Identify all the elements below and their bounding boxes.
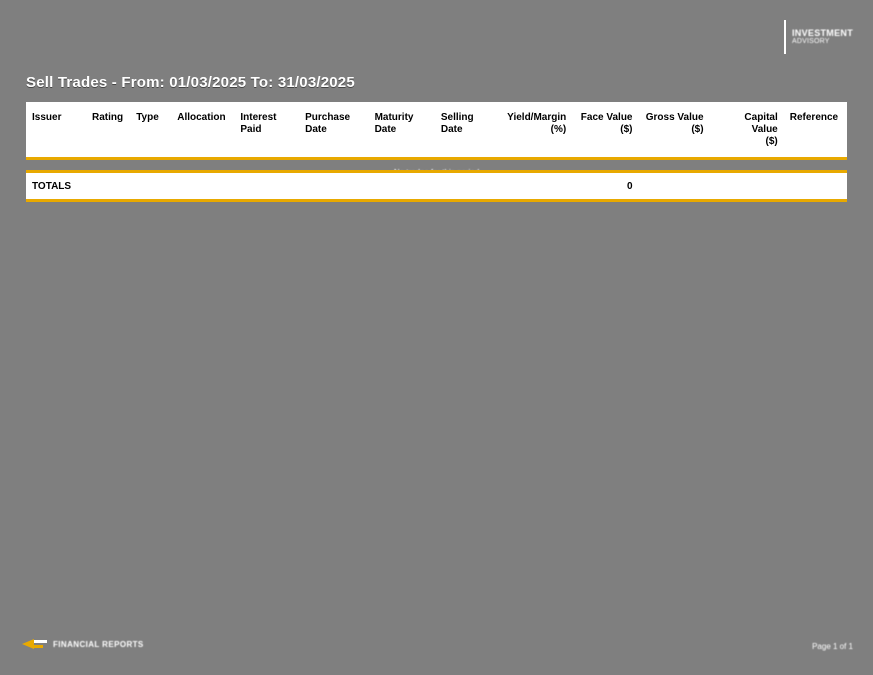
column-header-line2: Date xyxy=(305,123,327,135)
table-header-row xyxy=(26,102,847,159)
column-header-line2: (%) xyxy=(550,123,567,135)
column-header-line1: Face Value xyxy=(580,112,633,123)
column-header-line1: Interest xyxy=(240,112,277,123)
logo-text xyxy=(792,20,853,54)
column-header-line1: Selling xyxy=(440,112,474,123)
column-header-line1: Type xyxy=(136,112,159,123)
column-header xyxy=(171,102,234,159)
column-header xyxy=(234,102,299,159)
column-header xyxy=(784,102,847,159)
column-header-line1: Maturity xyxy=(374,112,414,123)
column-header-line1: Purchase xyxy=(305,112,351,123)
page-title: Sell Trades - From: 01/03/2025 To: 31/03/2025 xyxy=(26,74,355,91)
column-header xyxy=(501,102,572,159)
totals-reference xyxy=(784,173,847,199)
column-header xyxy=(130,102,171,159)
logo-line1: INVESTMENT xyxy=(791,27,853,38)
column-header-line2: Paid xyxy=(240,123,262,135)
column-header-line2: ($) xyxy=(691,123,704,135)
column-header-line1: Reference xyxy=(789,112,839,123)
column-header-line2: Date xyxy=(374,123,397,135)
totals-capital-value xyxy=(710,173,784,199)
totals-table xyxy=(26,173,847,199)
footer-brand xyxy=(22,638,144,651)
column-header-line1: Gross Value xyxy=(645,112,704,123)
column-header xyxy=(86,102,130,159)
brand-logo xyxy=(784,20,853,54)
column-header xyxy=(710,102,784,159)
totals-row xyxy=(26,173,847,199)
arrow-icon xyxy=(22,638,48,651)
column-header-line1: Issuer xyxy=(32,112,62,123)
column-header xyxy=(435,102,501,159)
totals-face-value: 0 xyxy=(626,180,633,192)
table-header xyxy=(26,102,847,159)
column-header-line1: Allocation xyxy=(177,112,226,123)
logo-line2: ADVISORY xyxy=(791,38,830,46)
column-header-line1: Rating xyxy=(91,112,124,123)
totals-band xyxy=(26,170,847,202)
column-header-line2: Date xyxy=(440,123,463,135)
column-header-line1: Yield/Margin xyxy=(507,112,567,123)
logo-rule xyxy=(784,20,786,54)
page-number: Page 1 of 1 xyxy=(812,642,853,651)
column-header xyxy=(369,102,435,159)
column-header-line2: ($) xyxy=(765,135,778,147)
totals-label: TOTALS xyxy=(32,180,72,192)
totals-gross-value xyxy=(639,173,710,199)
column-header xyxy=(572,102,638,159)
column-header-line1: Capital Value xyxy=(744,112,778,135)
column-header xyxy=(299,102,368,159)
column-header xyxy=(26,102,86,159)
footer-brand-name: FINANCIAL REPORTS xyxy=(53,640,144,649)
column-header xyxy=(639,102,710,159)
column-header-line2: ($) xyxy=(620,123,633,135)
